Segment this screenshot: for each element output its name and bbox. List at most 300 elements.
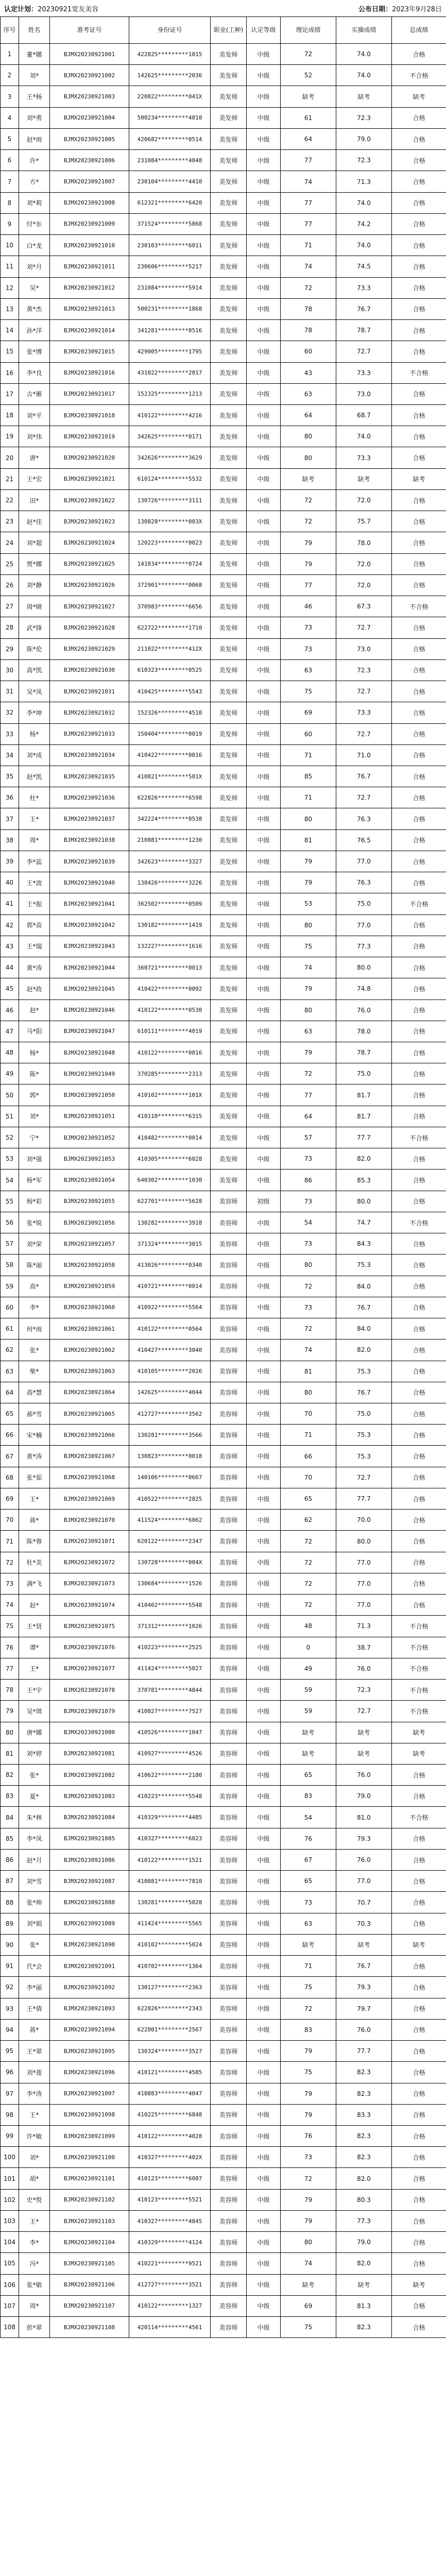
cell-occupation: 美发师 (211, 1042, 247, 1063)
cell-practical: 77.0 (336, 1871, 392, 1892)
col-header-id: 身份证号 (129, 17, 211, 44)
cell-practical: 72.3 (336, 150, 392, 171)
cell-index: 45 (1, 978, 19, 999)
cell-occupation: 美发师 (211, 1127, 247, 1148)
cell-occupation: 美容师 (211, 1892, 247, 1913)
cell-index: 93 (1, 1998, 19, 2019)
table-row (1, 1743, 446, 1764)
cell-id: 371524*********5868 (129, 213, 211, 234)
cell-id: 342625*********0171 (129, 426, 211, 447)
cell-name: 刘* (19, 65, 50, 86)
cell-theory: 57 (281, 1127, 336, 1148)
table-row (1, 1849, 446, 1870)
cell-index: 28 (1, 617, 19, 638)
cell-id: 410422*********0016 (129, 744, 211, 766)
cell-total: 不合格 (392, 1616, 446, 1637)
cell-practical: 76.7 (336, 1956, 392, 1977)
cell-index: 86 (1, 1849, 19, 1870)
cell-occupation: 美发师 (211, 574, 247, 596)
cell-theory: 72 (281, 1998, 336, 2019)
cell-total: 不合格 (392, 1807, 446, 1828)
cell-level: 中级 (247, 574, 281, 596)
cell-level: 中级 (247, 659, 281, 681)
cell-index: 92 (1, 1977, 19, 1998)
cell-practical: 缺考 (336, 468, 392, 489)
cell-practical: 缺考 (336, 1722, 392, 1743)
cell-level: 中级 (247, 766, 281, 787)
table-row (1, 1616, 446, 1637)
cell-practical: 72.0 (336, 553, 392, 574)
cell-id: 372901*********0068 (129, 574, 211, 596)
cell-name: 赵*佳 (19, 511, 50, 532)
cell-ticket: BJMX20230921068 (50, 1467, 129, 1488)
table-row (1, 489, 446, 511)
table-row (1, 1446, 446, 1467)
cell-total: 合格 (392, 1488, 446, 1509)
table-row (1, 1106, 446, 1127)
cell-level: 初级 (247, 1191, 281, 1212)
cell-occupation: 美发师 (211, 341, 247, 362)
cell-occupation: 美容师 (211, 2232, 247, 2253)
cell-total: 合格 (392, 2189, 446, 2210)
cell-id: 610111*********4019 (129, 1021, 211, 1042)
cell-id: 410883*********4047 (129, 2083, 211, 2104)
cell-name: 刘*超 (19, 532, 50, 553)
cell-theory: 75 (281, 2317, 336, 2338)
cell-ticket: BJMX20230921099 (50, 2125, 129, 2146)
cell-theory: 78 (281, 320, 336, 341)
cell-index: 50 (1, 1084, 19, 1106)
cell-level: 中级 (247, 1361, 281, 1382)
cell-total: 缺考 (392, 1722, 446, 1743)
cell-practical: 82.3 (336, 2147, 392, 2168)
cell-id: 410721*********0014 (129, 1276, 211, 1297)
cell-occupation: 美容师 (211, 1701, 247, 1722)
cell-occupation: 美发师 (211, 723, 247, 744)
cell-total: 合格 (392, 808, 446, 829)
table-row (1, 2253, 446, 2274)
cell-practical: 71.3 (336, 171, 392, 192)
cell-ticket: BJMX20230921057 (50, 1233, 129, 1255)
cell-index: 87 (1, 1871, 19, 1892)
table-row (1, 1722, 446, 1743)
table-row (1, 447, 446, 468)
table-row (1, 1531, 446, 1552)
cell-index: 83 (1, 1786, 19, 1807)
cell-ticket: BJMX20230921082 (50, 1764, 129, 1785)
cell-practical: 70.3 (336, 1913, 392, 1934)
cell-index: 11 (1, 256, 19, 277)
cell-occupation: 美发师 (211, 128, 247, 149)
table-row (1, 1552, 446, 1573)
table-row (1, 1318, 446, 1340)
cell-practical: 70.7 (336, 1892, 392, 1913)
cell-name: 冯* (19, 2253, 50, 2274)
cell-level: 中级 (247, 829, 281, 851)
table-row (1, 2232, 446, 2253)
cell-occupation: 美发师 (211, 192, 247, 213)
cell-id: 410223*********5548 (129, 1786, 211, 1807)
cell-level: 中级 (247, 1595, 281, 1616)
cell-total: 合格 (392, 2019, 446, 2040)
cell-id: 410327*********6023 (129, 1828, 211, 1849)
cell-name: 马*阳 (19, 1021, 50, 1042)
cell-index: 10 (1, 235, 19, 256)
cell-name: 谭* (19, 1637, 50, 1658)
cell-name: 杨* (19, 723, 50, 744)
cell-name: 杨* (19, 1042, 50, 1063)
cell-total: 合格 (392, 1233, 446, 1255)
table-row (1, 1084, 446, 1106)
cell-theory: 73 (281, 1297, 336, 1318)
cell-index: 73 (1, 1573, 19, 1594)
cell-practical: 84.3 (336, 1233, 392, 1255)
table-row (1, 277, 446, 298)
cell-level: 中级 (247, 1977, 281, 1998)
cell-index: 102 (1, 2189, 19, 2210)
cell-name: 孙*洋 (19, 320, 50, 341)
cell-index: 19 (1, 426, 19, 447)
cell-ticket: BJMX20230921010 (50, 235, 129, 256)
cell-id: 622826*********2343 (129, 1998, 211, 2019)
cell-level: 中级 (247, 2062, 281, 2083)
cell-practical: 74.0 (336, 44, 392, 65)
cell-practical: 72.7 (336, 723, 392, 744)
cell-ticket: BJMX20230921011 (50, 256, 129, 277)
cell-index: 8 (1, 192, 19, 213)
cell-level: 中级 (247, 2147, 281, 2168)
cell-name: 何*雨 (19, 1318, 50, 1340)
cell-practical: 82.3 (336, 2083, 392, 2104)
cell-level: 中级 (247, 2274, 281, 2295)
cell-practical: 73.3 (336, 277, 392, 298)
cell-index: 82 (1, 1764, 19, 1785)
cell-index: 75 (1, 1616, 19, 1637)
cell-name: 王* (19, 808, 50, 829)
cell-occupation: 美容师 (211, 1403, 247, 1425)
table-row (1, 1573, 446, 1594)
table-row (1, 150, 446, 171)
cell-ticket: BJMX20230921084 (50, 1807, 129, 1828)
cell-index: 20 (1, 447, 19, 468)
cell-id: 410329*********4124 (129, 2232, 211, 2253)
cell-index: 58 (1, 1255, 19, 1276)
cell-name: 刘*成 (19, 744, 50, 766)
cell-id: 410121*********4585 (129, 2062, 211, 2083)
cell-id: 410327*********402X (129, 2147, 211, 2168)
cell-practical: 77.0 (336, 1595, 392, 1616)
cell-theory: 63 (281, 659, 336, 681)
cell-theory: 71 (281, 744, 336, 766)
cell-name: 刘*娟 (19, 1913, 50, 1934)
cell-level: 中级 (247, 2019, 281, 2040)
cell-occupation: 美发师 (211, 298, 247, 319)
cell-occupation: 美发师 (211, 511, 247, 532)
cell-total: 不合格 (392, 362, 446, 383)
cell-occupation: 美容师 (211, 2125, 247, 2146)
cell-total: 合格 (392, 957, 446, 978)
cell-index: 100 (1, 2147, 19, 2168)
cell-theory: 72 (281, 1552, 336, 1573)
cell-occupation: 美容师 (211, 1637, 247, 1658)
cell-index: 33 (1, 723, 19, 744)
cell-theory: 85 (281, 766, 336, 787)
cell-theory: 72 (281, 489, 336, 511)
cell-index: 25 (1, 553, 19, 574)
cell-level: 中级 (247, 1318, 281, 1340)
cell-total: 合格 (392, 1148, 446, 1170)
cell-name: 赵*月 (19, 1849, 50, 1870)
cell-level: 中级 (247, 404, 281, 426)
cell-theory: 73 (281, 1892, 336, 1913)
cell-total: 合格 (392, 1871, 446, 1892)
cell-level: 中级 (247, 1255, 281, 1276)
cell-theory: 71 (281, 235, 336, 256)
cell-occupation: 美容师 (211, 1276, 247, 1297)
cell-index: 41 (1, 893, 19, 914)
cell-id: 410827*********7527 (129, 1701, 211, 1722)
table-row (1, 511, 446, 532)
cell-practical: 78.0 (336, 532, 392, 553)
cell-name: 刘*荣 (19, 1233, 50, 1255)
table-row (1, 1148, 446, 1170)
table-row (1, 893, 446, 914)
cell-total: 合格 (392, 2232, 446, 2253)
cell-practical: 76.0 (336, 1849, 392, 1870)
cell-name: 郭*苗 (19, 914, 50, 936)
cell-name: 唐*娜 (19, 1722, 50, 1743)
cell-occupation: 美发师 (211, 766, 247, 787)
cell-total: 合格 (392, 2125, 446, 2146)
cell-level: 中级 (247, 277, 281, 298)
cell-theory: 缺考 (281, 1934, 336, 1955)
cell-theory: 72 (281, 511, 336, 532)
cell-id: 150404*********0019 (129, 723, 211, 744)
cell-name: 王*振 (19, 893, 50, 914)
cell-ticket: BJMX20230921021 (50, 468, 129, 489)
cell-occupation: 美容师 (211, 1849, 247, 1870)
table-row (1, 1828, 446, 1849)
cell-name: 刘*莲 (19, 2062, 50, 2083)
cell-theory: 74 (281, 256, 336, 277)
cell-theory: 79 (281, 2210, 336, 2231)
cell-theory: 81 (281, 1361, 336, 1382)
cell-occupation: 美容师 (211, 1786, 247, 1807)
cell-name: 王*宏 (19, 468, 50, 489)
cell-occupation: 美发师 (211, 150, 247, 171)
cell-id: 410526*********1047 (129, 1722, 211, 1743)
cell-name: 周*晴 (19, 596, 50, 617)
cell-index: 97 (1, 2083, 19, 2104)
cell-index: 78 (1, 1680, 19, 1701)
cell-occupation: 美发师 (211, 1021, 247, 1042)
cell-index: 64 (1, 1382, 19, 1403)
cell-total: 不合格 (392, 1637, 446, 1658)
cell-ticket: BJMX20230921065 (50, 1403, 129, 1425)
cell-name: 王* (19, 1488, 50, 1509)
cell-total: 合格 (392, 744, 446, 766)
cell-name: 王*翠 (19, 2041, 50, 2062)
table-row (1, 1934, 446, 1955)
cell-total: 合格 (392, 1403, 446, 1425)
cell-occupation: 美发师 (211, 914, 247, 936)
cell-level: 中级 (247, 1233, 281, 1255)
table-row (1, 1255, 446, 1276)
cell-theory: 74 (281, 1340, 336, 1361)
cell-practical: 76.7 (336, 298, 392, 319)
cell-index: 16 (1, 362, 19, 383)
cell-total: 合格 (392, 404, 446, 426)
cell-id: 622722*********1710 (129, 617, 211, 638)
cell-practical: 75.3 (336, 1446, 392, 1467)
cell-ticket: BJMX20230921003 (50, 86, 129, 107)
cell-index: 71 (1, 1531, 19, 1552)
cell-occupation: 美发师 (211, 744, 247, 766)
table-row (1, 2210, 446, 2231)
cell-practical: 68.7 (336, 404, 392, 426)
cell-theory: 79 (281, 2083, 336, 2104)
cell-occupation: 美容师 (211, 2189, 247, 2210)
cell-practical: 85.3 (336, 1170, 392, 1191)
cell-ticket: BJMX20230921086 (50, 1849, 129, 1870)
table-row (1, 936, 446, 957)
cell-level: 中级 (247, 999, 281, 1021)
cell-ticket: BJMX20230921105 (50, 2253, 129, 2274)
cell-theory: 71 (281, 1425, 336, 1446)
cell-total: 合格 (392, 936, 446, 957)
table-row (1, 86, 446, 107)
cell-practical: 82.0 (336, 1340, 392, 1361)
cell-occupation: 美容师 (211, 2168, 247, 2189)
cell-id: 210881*********1230 (129, 829, 211, 851)
cell-index: 94 (1, 2019, 19, 2040)
cell-practical: 缺考 (336, 86, 392, 107)
cell-id: 410881*********7810 (129, 1871, 211, 1892)
cell-ticket: BJMX20230921020 (50, 447, 129, 468)
cell-level: 中级 (247, 1446, 281, 1467)
cell-index: 54 (1, 1170, 19, 1191)
cell-index: 13 (1, 298, 19, 319)
cell-occupation: 美发师 (211, 1148, 247, 1170)
cell-total: 不合格 (392, 1680, 446, 1701)
cell-theory: 77 (281, 150, 336, 171)
cell-level: 中级 (247, 1722, 281, 1743)
table-body (1, 44, 446, 2338)
cell-ticket: BJMX20230921102 (50, 2189, 129, 2210)
cell-name: 李*良 (19, 362, 50, 383)
cell-ticket: BJMX20230921044 (50, 957, 129, 978)
table-row (1, 426, 446, 447)
cell-occupation: 美容师 (211, 1807, 247, 1828)
cell-id: 130828*********003X (129, 511, 211, 532)
cell-theory: 63 (281, 1021, 336, 1042)
cell-name: 刘*平 (19, 404, 50, 426)
cell-occupation: 美发师 (211, 1084, 247, 1106)
table-row (1, 1042, 446, 1063)
cell-theory: 79 (281, 2041, 336, 2062)
cell-occupation: 美容师 (211, 1191, 247, 1212)
cell-level: 中级 (247, 1956, 281, 1977)
cell-name: 彭*翠 (19, 2317, 50, 2338)
cell-total: 合格 (392, 1552, 446, 1573)
cell-ticket: BJMX20230921005 (50, 128, 129, 149)
cell-total: 不合格 (392, 65, 446, 86)
cell-name: 方* (19, 171, 50, 192)
cell-level: 中级 (247, 872, 281, 893)
cell-index: 81 (1, 1743, 19, 1764)
col-header-practical: 实操成绩 (336, 17, 392, 44)
cell-practical: 77.0 (336, 914, 392, 936)
cell-practical: 74.0 (336, 235, 392, 256)
cell-level: 中级 (247, 1084, 281, 1106)
cell-practical: 78.7 (336, 320, 392, 341)
cell-ticket: BJMX20230921101 (50, 2168, 129, 2189)
cell-practical: 77.0 (336, 851, 392, 872)
cell-index: 103 (1, 2210, 19, 2231)
cell-id: 211022*********412X (129, 638, 211, 659)
cell-ticket: BJMX20230921045 (50, 978, 129, 999)
table-row (1, 171, 446, 192)
cell-ticket: BJMX20230921032 (50, 702, 129, 723)
table-row (1, 341, 446, 362)
cell-theory: 73 (281, 617, 336, 638)
cell-practical: 82.3 (336, 2125, 392, 2146)
cell-occupation: 美容师 (211, 1573, 247, 1594)
cell-theory: 缺考 (281, 86, 336, 107)
cell-practical: 38.7 (336, 1637, 392, 1658)
cell-total: 合格 (392, 320, 446, 341)
cell-name: 李*涛 (19, 2083, 50, 2104)
cell-theory: 0 (281, 1637, 336, 1658)
cell-index: 51 (1, 1106, 19, 1127)
cell-level: 中级 (247, 744, 281, 766)
cell-ticket: BJMX20230921024 (50, 532, 129, 553)
cell-total: 合格 (392, 192, 446, 213)
cell-level: 中级 (247, 1148, 281, 1170)
cell-index: 27 (1, 596, 19, 617)
cell-level: 中级 (247, 150, 281, 171)
cell-occupation: 美发师 (211, 256, 247, 277)
cell-theory: 77 (281, 574, 336, 596)
cell-practical: 75.3 (336, 1361, 392, 1382)
cell-theory: 77 (281, 213, 336, 234)
cell-id: 130728*********004X (129, 1552, 211, 1573)
cell-ticket: BJMX20230921096 (50, 2062, 129, 2083)
cell-index: 29 (1, 638, 19, 659)
cell-total: 合格 (392, 1595, 446, 1616)
cell-occupation: 美容师 (211, 1531, 247, 1552)
cell-occupation: 美发师 (211, 1063, 247, 1084)
cell-level: 中级 (247, 2104, 281, 2125)
cell-level: 中级 (247, 1807, 281, 1828)
cell-theory: 75 (281, 1977, 336, 1998)
cell-theory: 72 (281, 1276, 336, 1297)
cell-index: 15 (1, 341, 19, 362)
cell-name: 代*会 (19, 1956, 50, 1977)
cell-index: 35 (1, 766, 19, 787)
cell-total: 合格 (392, 723, 446, 744)
cell-theory: 49 (281, 1658, 336, 1679)
cell-index: 31 (1, 681, 19, 702)
cell-id: 410122*********0530 (129, 999, 211, 1021)
cell-level: 中级 (247, 383, 281, 404)
table-row (1, 1764, 446, 1785)
cell-practical: 79.0 (336, 128, 392, 149)
cell-theory: 72 (281, 2168, 336, 2189)
cell-occupation: 美容师 (211, 2147, 247, 2168)
plan-info (4, 4, 98, 13)
cell-index: 70 (1, 1510, 19, 1531)
